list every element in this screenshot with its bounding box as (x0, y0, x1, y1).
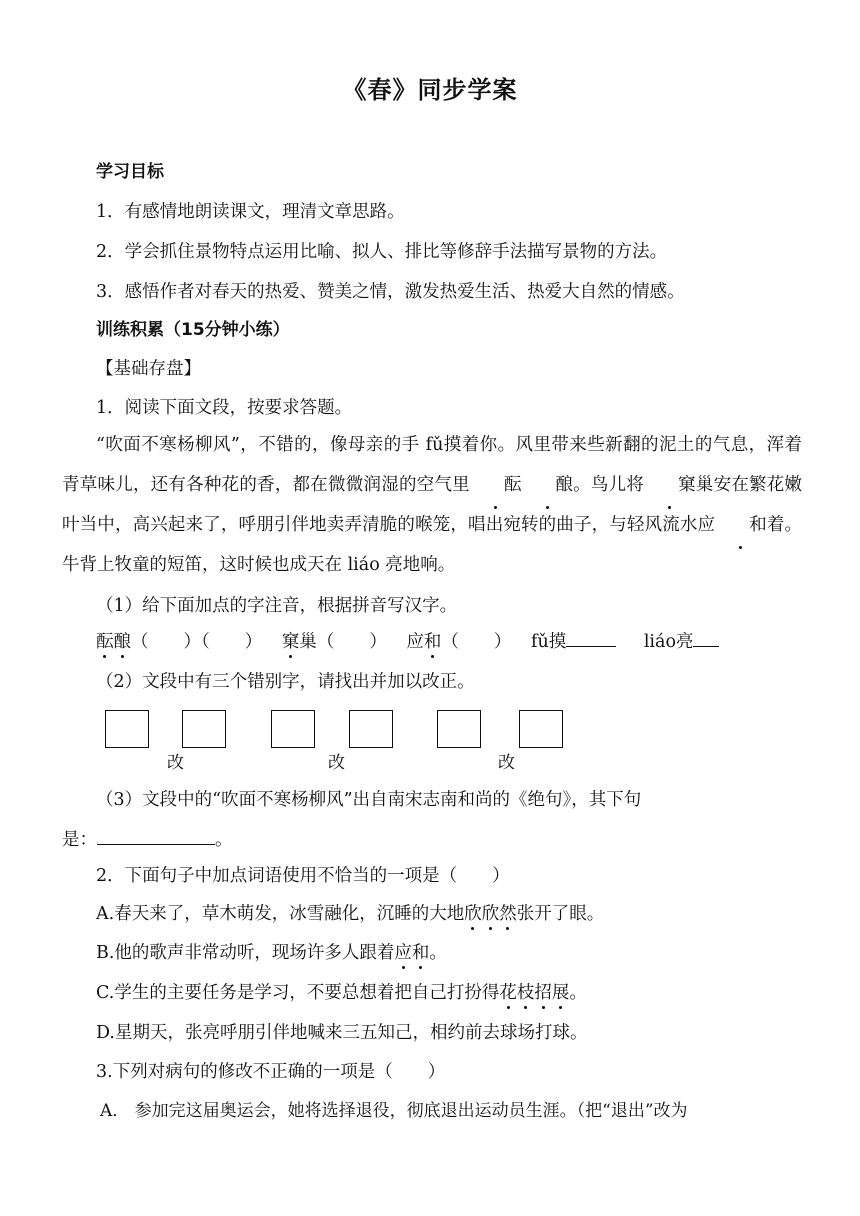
correct-char-box-2[interactable] (349, 710, 393, 748)
answer-blank-fu[interactable] (566, 628, 616, 647)
correction-label: 改 (328, 753, 345, 773)
passage-part-3: 。鸟儿将 (572, 475, 645, 495)
option-c-text: C.学生的主要任务是学习，不要总想着把自己打扮得 (96, 983, 500, 1003)
goal-item-1: 1．有感情地朗读课文，理清文章思路。 (96, 202, 405, 222)
dotted-char-he: 和 (715, 505, 767, 545)
correction-label: 改 (167, 753, 184, 773)
dotted-char-yun: 酝 (470, 465, 522, 505)
correct-char-box-3[interactable] (519, 710, 563, 748)
question-2-option-b (96, 941, 447, 965)
sub-question-3-line-1: （3）文段中的“吹面不寒杨柳风”出自南宋志南和尚的《绝句》，其下句 (96, 790, 642, 810)
correction-label: 改 (498, 753, 515, 773)
goal-item-3: 3．感悟作者对春天的热爱、赞美之情，激发热爱生活、热爱大自然的情感。 (96, 282, 685, 302)
wrong-char-box-2[interactable] (271, 710, 315, 748)
dotted-char-ke: 窠 (644, 465, 696, 505)
passage-part-4: 巢安在繁花嫩叶当中，高兴起来了，呼朋引伴地卖弄清脆的喉笼，唱出宛转的曲子，与轻风流水应 (62, 475, 803, 535)
wrong-char-box-3[interactable] (437, 710, 481, 748)
answer-paren: （ ） (201, 632, 263, 652)
dotted-char: 应 (394, 943, 412, 963)
answer-blank-poem[interactable] (97, 826, 215, 845)
item-char-he: 和 (423, 632, 442, 652)
dotted-char: 欣 (481, 904, 500, 924)
option-b-tail: 。 (429, 943, 447, 963)
sub-question-3-prefix: 是： (62, 830, 97, 850)
reading-passage (62, 425, 802, 585)
question-1-stem: 1．阅读下面文段，按要求答题。 (96, 398, 353, 418)
answer-paren: （ ） (316, 632, 387, 652)
item-char-liang: 亮 (675, 632, 694, 652)
sub-question-3-suffix: 。 (215, 830, 233, 850)
answer-paren: （ ） (441, 632, 512, 652)
dotted-char: 招 (534, 983, 552, 1003)
basic-section-label: 【基础存盘】 (96, 359, 201, 379)
passage-part-6: 亮地响。 (379, 555, 456, 575)
pinyin-liao: liáo (347, 555, 380, 575)
item-char-chao: 巢 (299, 632, 317, 652)
question-2-stem: 2．下面句子中加点词语使用不恰当的一项是（ ） (96, 866, 510, 886)
sub-question-3-line-2 (62, 826, 233, 852)
option-c-tail: 。 (569, 983, 587, 1003)
answer-blank-liao[interactable] (693, 628, 719, 647)
item-char-ying: 应 (406, 632, 424, 652)
passage-part-5: 着。牛背上牧童的短笛，这时候也成天在 (62, 515, 803, 575)
option-a-tail: 张开了眼。 (516, 904, 605, 924)
item-char-niang: 酿 (113, 632, 131, 652)
pinyin-fu: fǔ (425, 435, 444, 455)
dotted-char: 欣 (464, 904, 482, 924)
question-3-option-a: A． 参加完这届奥运会，她将选择退役，彻底退出运动员生涯。（把“退出”改为 (100, 1101, 688, 1121)
dotted-char: 和 (411, 943, 430, 963)
dotted-char: 展 (551, 983, 570, 1003)
sub-question-1: （1）给下面加点的字注音，根据拼音写汉字。 (96, 596, 458, 616)
dotted-char-niang: 酿 (521, 465, 573, 505)
item-char-yun: 酝 (96, 632, 114, 652)
goals-heading: 学习目标 (96, 162, 164, 182)
question-2-option-a (96, 902, 604, 926)
goal-item-2: 2．学会抓住景物特点运用比喻、拟人、排比等修辞手法描写景物的方法。 (96, 242, 668, 262)
passage-part-2: 摸着你。风里带来些新翻的泥土的气息，浑着青草味儿，还有各种花的香，都在微微润湿的空气里 (62, 435, 802, 495)
dotted-char: 花 (499, 983, 517, 1003)
sub-question-1-items (96, 628, 719, 654)
dotted-char: 枝 (516, 983, 535, 1003)
sub-question-2: （2）文段中有三个错别字，请找出并加以改正。 (96, 672, 475, 692)
item-char-ke: 窠 (281, 632, 300, 652)
item-pinyin-liao: liáo (643, 632, 676, 652)
question-2-option-d: D.星期天，张亮呼朋引伴地喊来三五知己，相约前去球场打球。 (96, 1023, 588, 1043)
option-b-text: B.他的歌声非常动听，现场许多人跟着 (96, 943, 395, 963)
passage-part-1: “吹面不寒杨柳风”，不错的，像母亲的手 (96, 435, 426, 455)
question-2-option-c (96, 981, 587, 1005)
correct-char-box-1[interactable] (182, 710, 226, 748)
item-pinyin-fu: fǔ (530, 632, 549, 652)
wrong-char-box-1[interactable] (105, 710, 149, 748)
question-3-stem: 3.下列对病句的修改不正确的一项是（ ） (96, 1062, 446, 1082)
item-char-mo: 摸 (548, 632, 567, 652)
answer-paren: （ ） (131, 632, 201, 652)
training-heading: 训练积累（15分钟小练） (96, 320, 290, 340)
option-a-text: A.春天来了，草木萌发，冰雪融化，沉睡的大地 (96, 904, 465, 924)
dotted-char: 然 (499, 904, 517, 924)
page-title: 《春》同步学案 (342, 76, 518, 104)
